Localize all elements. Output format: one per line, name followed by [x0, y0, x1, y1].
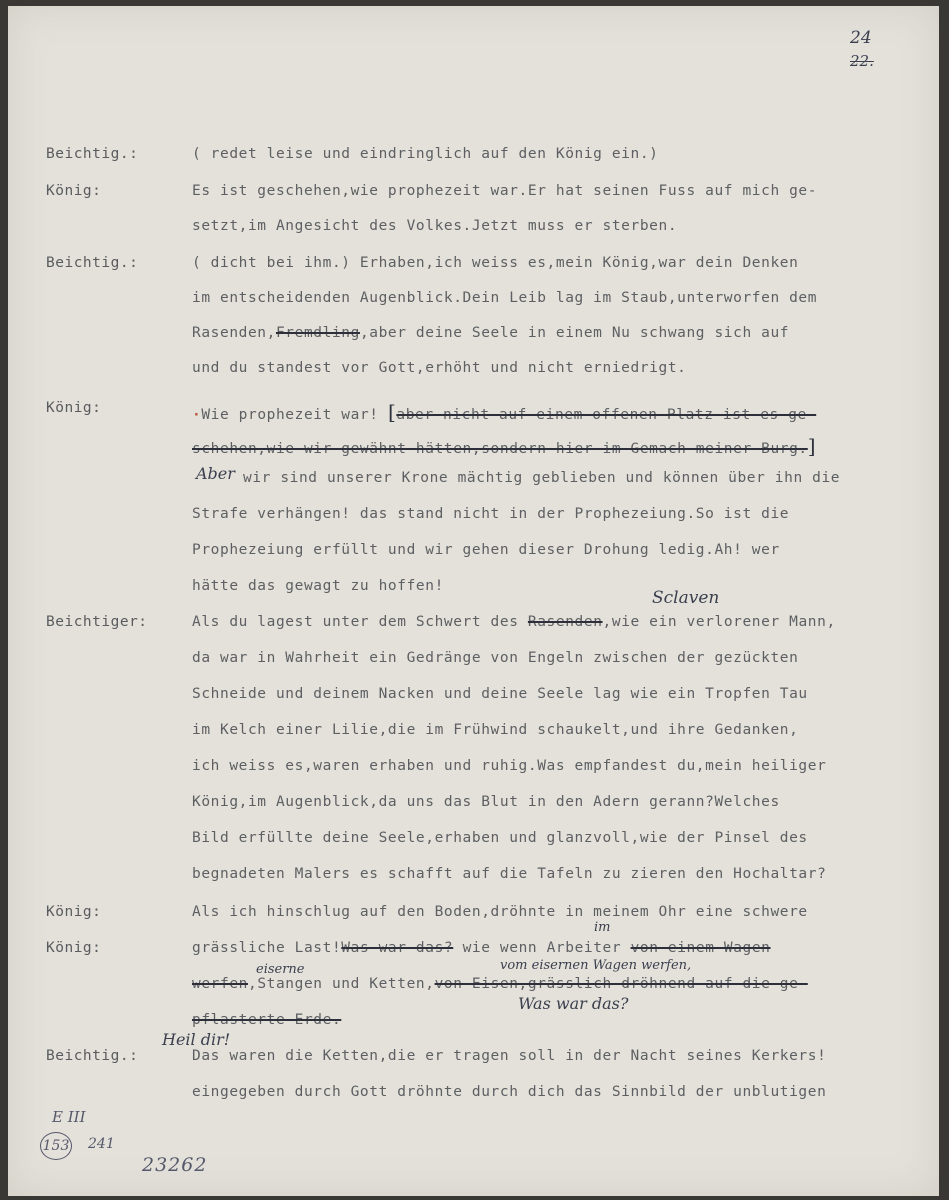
text-line: [192, 400, 816, 424]
line-segment: wie wenn: [462, 940, 538, 956]
line-segment: Arbeiter: [546, 940, 622, 956]
text-line: und du standest vor Gott,erhöht und nicht erniedrigt.: [192, 360, 687, 376]
handwritten-insert: Aber: [196, 464, 235, 483]
speaker-label: König:: [46, 400, 102, 416]
speaker-label: Beichtig.:: [46, 255, 139, 271]
text-line: da war in Wahrheit ein Gedränge von Engeln zwischen der gezückten: [192, 650, 799, 666]
text-line: ( dicht bei ihm.) Erhaben,ich weiss es,mein König,war dein Denken: [192, 255, 799, 271]
text-line: Das waren die Ketten,die er tragen soll in der Nacht seines Kerkers!: [192, 1048, 827, 1064]
speaker-label: König:: [46, 183, 102, 199]
line-segment: Rasenden,: [192, 325, 276, 341]
line-segment: ,Stangen und Ketten,: [247, 976, 435, 992]
text-line: wir sind unserer Krone mächtig geblieben und können über ihn die: [243, 470, 841, 486]
text-line: im entscheidenden Augenblick.Dein Leib lag im Staub,unterworfen dem: [192, 290, 818, 306]
text-line: Schneide und deinem Nacken und deine Seele lag wie ein Tropfen Tau: [192, 686, 808, 702]
text-line: [192, 940, 771, 956]
text-line: Strafe verhängen! das stand nicht in der Prophezeiung.So ist die: [192, 506, 790, 522]
speaker-label: Beichtig.:: [46, 1048, 139, 1064]
speaker-label: Beichtiger:: [46, 614, 148, 630]
text-line: König,im Augenblick,da uns das Blut in den Adern gerann?Welches: [192, 794, 780, 810]
speaker-label: König:: [46, 904, 102, 920]
text-line: hätte das gewagt zu hoffen!: [192, 578, 444, 594]
red-dot-mark: ·: [192, 407, 202, 423]
struck-text: aber nicht auf einem offenen Platz ist es ge-: [396, 407, 817, 423]
text-line: [192, 976, 808, 992]
text-line: Als ich hinschlug auf den Boden,dröhnte in meinem Ohr eine schwere: [192, 904, 808, 920]
text-line: im Kelch einer Lilie,die im Frühwind schaukelt,und ihre Gedanken,: [192, 722, 799, 738]
page-number: 24: [850, 28, 872, 48]
bracket-mark: ]: [807, 434, 817, 458]
text-line: [192, 614, 836, 630]
page-number-old: 22.: [850, 52, 874, 70]
handwritten-insert: im: [594, 920, 611, 935]
struck-text: von Eisen,grässlich dröhnend auf die ge-: [434, 976, 808, 992]
struck-text: von einem Wagen: [630, 940, 771, 956]
line-segment: grässliche Last!: [192, 940, 342, 956]
text-line: Es ist geschehen,wie prophezeit war.Er hat seinen Fuss auf mich ge-: [192, 183, 818, 199]
text-line: [192, 1012, 341, 1028]
line-segment: ,wie ein verlorener Mann,: [602, 614, 836, 630]
archival-circled-number: 153: [40, 1132, 72, 1160]
struck-text: Was war das?: [341, 940, 454, 956]
struck-text: Rasenden: [527, 614, 603, 630]
handwritten-insert: Heil dir!: [162, 1030, 231, 1049]
archival-mark: E III: [52, 1108, 86, 1126]
inventory-number: 23262: [142, 1154, 208, 1176]
handwritten-insert: vom eisernen Wagen werfen,: [500, 958, 692, 973]
struck-text: pflasterte Erde.: [192, 1012, 342, 1028]
struck-text: Fremdling: [275, 325, 360, 341]
text-line: eingegeben durch Gott dröhnte durch dich das Sinnbild der unblutigen: [192, 1084, 827, 1100]
line-segment: Als du lagest unter dem Schwert des: [192, 614, 519, 630]
text-line: Bild erfüllte deine Seele,erhaben und glanzvoll,wie der Pinsel des: [192, 830, 808, 846]
struck-text: werfen: [192, 976, 248, 992]
struck-text: schehen,wie wir gewähnt hätten,sondern hier im Gemach meiner Burg.: [192, 441, 808, 457]
text-line: ich weiss es,waren erhaben und ruhig.Was empfandest du,mein heiliger: [192, 758, 827, 774]
speaker-label: König:: [46, 940, 102, 956]
text-line: begnadeten Malers es schafft auf die Tafeln zu zieren den Hochaltar?: [192, 866, 827, 882]
bracket-mark: [: [387, 400, 397, 424]
archival-number: 241: [88, 1136, 115, 1152]
text-line: Prophezeiung erfüllt und wir gehen dieser Drohung ledig.Ah! wer: [192, 542, 780, 558]
text-line: [192, 434, 816, 458]
speaker-label: Beichtig.:: [46, 146, 139, 162]
stage-direction: ( redet leise und eindringlich auf den König ein.): [192, 146, 659, 162]
line-segment: ,aber deine Seele in einem Nu schwang sich auf: [359, 325, 790, 341]
handwritten-insert: eiserne: [256, 962, 305, 977]
line-segment: Wie prophezeit war!: [201, 407, 379, 423]
text-line: [192, 325, 789, 341]
handwritten-insert: Sclaven: [652, 588, 720, 608]
text-line: setzt,im Angesicht des Volkes.Jetzt muss er sterben.: [192, 218, 678, 234]
handwritten-insert: Was war das?: [518, 994, 629, 1013]
